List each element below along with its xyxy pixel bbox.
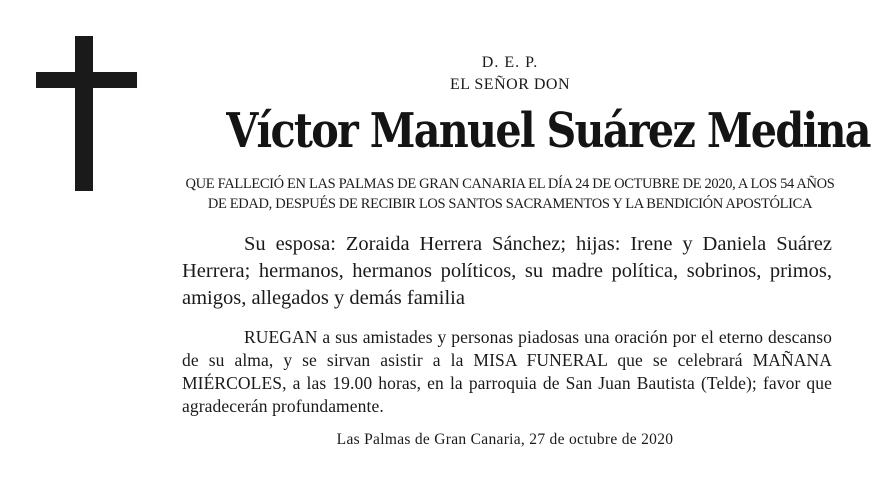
- deceased-name: Víctor Manuel Suárez Medina: [226, 103, 870, 159]
- cross-vertical-bar: [75, 36, 93, 191]
- family-paragraph: Su esposa: Zoraida Herrera Sánchez; hijas: Irene y Daniela Suárez Herrera; hermanos, hermanos políticos, su madre política, sobrinos, primos, amigos, allegados y demás familia: [182, 233, 832, 309]
- honorific-heading: EL SEÑOR DON: [449, 76, 571, 93]
- dep-heading: D. E. P.: [481, 54, 539, 71]
- place-date-footer: Las Palmas de Gran Canaria, 27 de octubre de 2020: [336, 431, 674, 448]
- death-details-line-1: QUE FALLECIÓ EN LAS PALMAS DE GRAN CANARIA EL DÍA 24 DE OCTUBRE DE 2020, A LOS 54 AÑOS: [185, 176, 835, 192]
- death-details: [180, 174, 840, 214]
- cross-horizontal-bar: [36, 72, 137, 88]
- prayer-paragraph: RUEGAN a sus amistades y personas piadosas una oración por el eterno descanso de su alma, y se sirvan asistir a la MISA FUNERAL que se celebrará MAÑANA MIÉRCOLES, a las 19.00 horas, en la parroquia de San Juan Bautista (Telde); favor que agradecerán profundamente.: [182, 327, 832, 416]
- death-details-line-2: DE EDAD, DESPUÉS DE RECIBIR LOS SANTOS SACRAMENTOS Y LA BENDICIÓN APOSTÓLICA: [207, 196, 813, 212]
